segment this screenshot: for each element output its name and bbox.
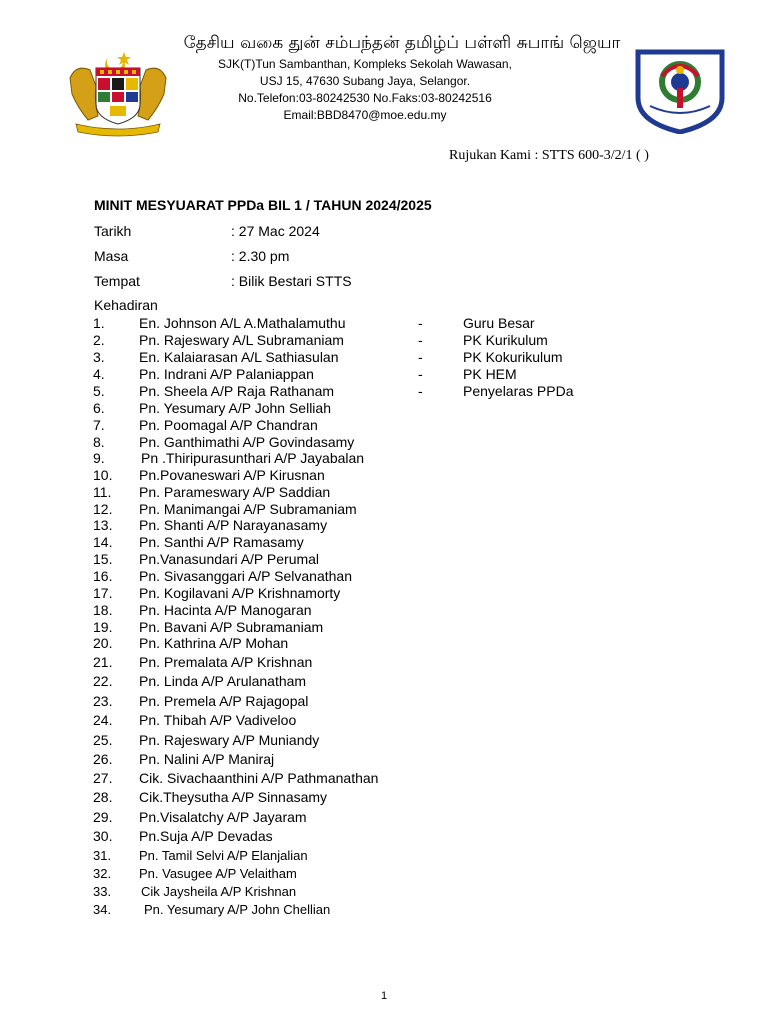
attendee-role: PK Kokurikulum xyxy=(463,349,563,365)
attendee-role: PK Kurikulum xyxy=(463,332,548,348)
meta-value: : Bilik Bestari STTS xyxy=(231,273,352,289)
attendee-number: 4. xyxy=(93,366,105,382)
attendee-number: 16. xyxy=(93,568,113,584)
attendee-name: Cik.Theysutha A/P Sinnasamy xyxy=(139,789,328,805)
attendee-number: 25. xyxy=(93,732,113,748)
attendee-number: 30. xyxy=(93,828,113,844)
attendee-number: 20. xyxy=(93,635,113,651)
attendee-dash: - xyxy=(418,366,423,382)
attendee-name: Pn.Suja A/P Devadas xyxy=(139,828,273,844)
attendee-name: Pn. Bavani A/P Subramaniam xyxy=(139,619,324,635)
attendee-role: Penyelaras PPDa xyxy=(463,383,574,399)
attendee-name: Pn. Kathrina A/P Mohan xyxy=(139,635,289,651)
minutes-heading: MINIT MESYUARAT PPDa BIL 1 / TAHUN 2024/2025 xyxy=(94,197,432,213)
attendee-name: Pn .Thiripurasunthari A/P Jayabalan xyxy=(141,450,365,466)
attendee-name: Pn. Tamil Selvi A/P Elanjalian xyxy=(139,848,308,863)
attendee-dash: - xyxy=(418,349,423,365)
meta-value: : 27 Mac 2024 xyxy=(231,223,320,239)
attendee-name: Pn. Kogilavani A/P Krishnamorty xyxy=(139,585,341,601)
school-name-tamil: தேசிய வகை துன் சம்பந்தன் தமிழ்ப் பள்ளி சுபாங் ஜெயா xyxy=(183,33,621,53)
attendee-number: 34. xyxy=(93,902,112,917)
attendee-dash: - xyxy=(418,315,423,331)
attendee-name: Pn. Nalini A/P Maniraj xyxy=(139,751,275,767)
attendee-number: 24. xyxy=(93,712,113,728)
attendee-number: 3. xyxy=(93,349,105,365)
attendee-number: 21. xyxy=(93,654,113,670)
attendee-name: Pn. Parameswary A/P Saddian xyxy=(139,484,331,500)
attendee-dash: - xyxy=(418,383,423,399)
attendee-name: Pn. Poomagal A/P Chandran xyxy=(139,417,318,433)
attendee-number: 15. xyxy=(93,551,113,567)
attendee-number: 33. xyxy=(93,884,112,899)
phone-fax-line: No.Telefon:03-80242530 No.Faks:03-80242516 xyxy=(238,91,492,105)
attendee-name: Pn. Santhi A/P Ramasamy xyxy=(139,534,304,550)
meta-label: Tarikh xyxy=(94,223,132,239)
school-address-block xyxy=(200,56,530,124)
attendee-number: 6. xyxy=(93,400,105,416)
attendee-role: PK HEM xyxy=(463,366,517,382)
address-line: USJ 15, 47630 Subang Jaya, Selangor. xyxy=(259,74,471,88)
attendee-name: Pn. Vasugee A/P Velaitham xyxy=(139,866,297,881)
attendee-name: Pn. Thibah A/P Vadiveloo xyxy=(139,712,297,728)
attendee-number: 26. xyxy=(93,751,113,767)
attendee-name: Pn.Visalatchy A/P Jayaram xyxy=(139,809,307,825)
attendee-number: 10. xyxy=(93,467,113,483)
attendee-name: Pn. Rajeswary A/P Muniandy xyxy=(139,732,320,748)
attendee-number: 29. xyxy=(93,809,113,825)
attendee-number: 28. xyxy=(93,789,113,805)
attendee-number: 9. xyxy=(93,450,105,466)
address-line: SJK(T)Tun Sambanthan, Kompleks Sekolah Wawasan, xyxy=(218,57,512,71)
attendee-name: Cik Jaysheila A/P Krishnan xyxy=(141,884,297,899)
attendee-name: Pn. Linda A/P Arulanatham xyxy=(139,673,307,689)
attendee-number: 12. xyxy=(93,501,113,517)
attendee-name: Cik. Sivachaanthini A/P Pathmanathan xyxy=(139,770,379,786)
attendee-number: 31. xyxy=(93,848,112,863)
attendee-name: Pn. Sheela A/P Raja Rathanam xyxy=(139,383,335,399)
attendee-name: En. Kalaiarasan A/L Sathiasulan xyxy=(139,349,339,365)
attendee-name: Pn.Povaneswari A/P Kirusnan xyxy=(139,467,325,483)
attendee-name: Pn. Indrani A/P Palaniappan xyxy=(139,366,314,382)
reference-number: Rujukan Kami : STTS 600-3/2/1 ( ) xyxy=(449,148,649,163)
attendee-number: 19. xyxy=(93,619,113,635)
attendee-number: 2. xyxy=(93,332,105,348)
attendee-number: 32. xyxy=(93,866,112,881)
attendee-number: 8. xyxy=(93,434,105,450)
attendee-number: 14. xyxy=(93,534,113,550)
attendee-name: Pn.Vanasundari A/P Perumal xyxy=(139,551,320,567)
attendee-number: 27. xyxy=(93,770,113,786)
email-line: Email:BBD8470@moe.edu.my xyxy=(283,108,447,122)
page-number: 1 xyxy=(380,990,388,1002)
attendee-role: Guru Besar xyxy=(463,315,535,331)
attendee-name: Pn. Sivasanggari A/P Selvanathan xyxy=(139,568,353,584)
attendee-number: 18. xyxy=(93,602,113,618)
attendee-name: Pn. Rajeswary A/L Subramaniam xyxy=(139,332,344,348)
meta-label: Tempat xyxy=(94,273,140,289)
attendance-title: Kehadiran xyxy=(94,297,158,313)
attendee-name: Pn. Hacinta A/P Manogaran xyxy=(139,602,312,618)
attendee-name: Pn. Yesumary A/P John Chellian xyxy=(144,902,331,917)
attendee-number: 17. xyxy=(93,585,113,601)
attendee-number: 11. xyxy=(93,484,112,500)
attendee-name: Pn. Premalata A/P Krishnan xyxy=(139,654,313,670)
attendee-number: 22. xyxy=(93,673,113,689)
attendee-number: 5. xyxy=(93,383,105,399)
attendee-name: Pn. Shanti A/P Narayanasamy xyxy=(139,517,328,533)
attendee-number: 13. xyxy=(93,517,113,533)
malaysia-crest-logo xyxy=(62,48,174,140)
school-badge-logo xyxy=(628,48,732,134)
attendee-number: 1. xyxy=(93,315,105,331)
attendee-name: En. Johnson A/L A.Mathalamuthu xyxy=(139,315,346,331)
attendee-number: 23. xyxy=(93,693,113,709)
attendee-name: Pn. Premela A/P Rajagopal xyxy=(139,693,309,709)
meta-value: : 2.30 pm xyxy=(231,248,290,264)
attendee-number: 7. xyxy=(93,417,105,433)
attendee-name: Pn. Manimangai A/P Subramaniam xyxy=(139,501,357,517)
meta-label: Masa xyxy=(94,248,129,264)
attendee-name: Pn. Ganthimathi A/P Govindasamy xyxy=(139,434,355,450)
attendee-name: Pn. Yesumary A/P John Selliah xyxy=(139,400,331,416)
attendee-dash: - xyxy=(418,332,423,348)
